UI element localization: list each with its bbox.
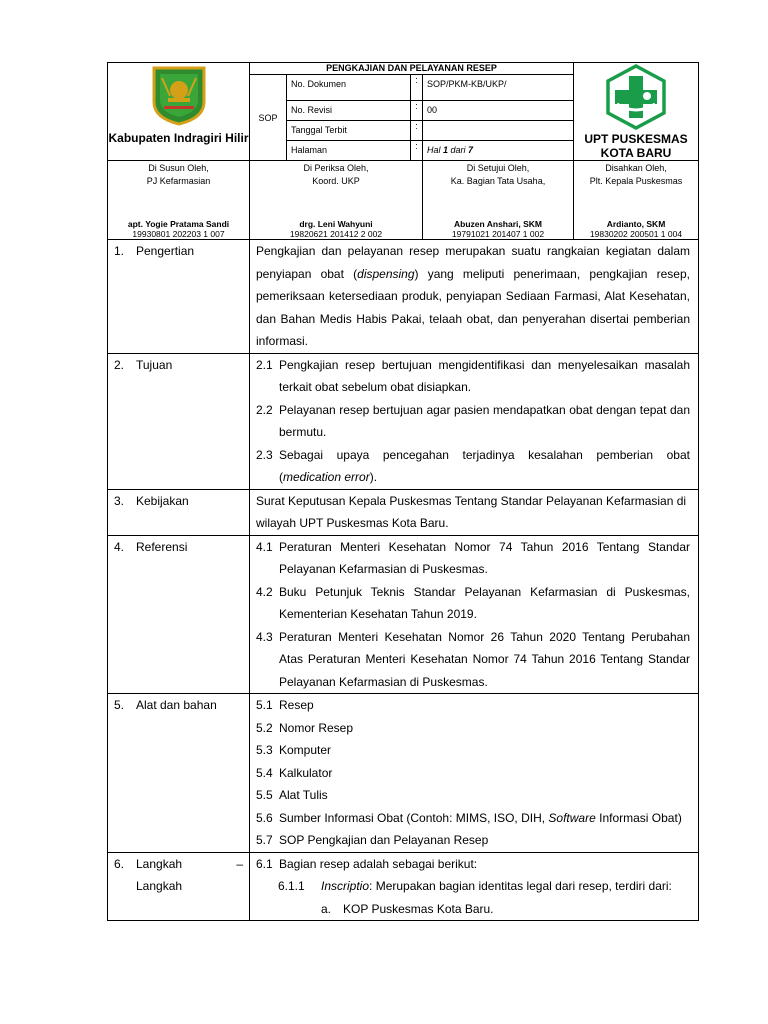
- sop-header-table: [107, 62, 699, 240]
- item-number: 2.1: [256, 357, 273, 372]
- signature-nip: 19930801 202203 1 007: [132, 229, 225, 239]
- list-item: [256, 807, 690, 830]
- signature-name: Abuzen Anshari, SKM: [454, 219, 542, 229]
- section-label: [108, 489, 250, 535]
- section-row: [108, 240, 699, 353]
- section-label: [108, 353, 250, 489]
- meta-key-halaman: Halaman: [287, 141, 411, 161]
- item-text: : Merupakan bagian identitas legal dari resep, terdiri dari:: [369, 879, 672, 893]
- item-text: Peraturan Menteri Kesehatan Nomor 74 Tahun 2016 Tentang Standar Pelayanan Kefarmasian di Puskesmas.: [279, 539, 690, 576]
- list-item: [256, 536, 690, 581]
- puskesmas-cross-logo-icon: [603, 64, 669, 130]
- section-title: Tujuan: [136, 357, 173, 372]
- sub-list-item: [256, 875, 690, 898]
- section-content: [250, 240, 699, 353]
- section-title: Pengertian: [136, 244, 195, 258]
- item-text-italic: Software: [548, 810, 596, 825]
- item-number: 2.3: [256, 447, 273, 462]
- list-item: [256, 626, 690, 694]
- meta-key-no-revisi: No. Revisi: [287, 101, 411, 121]
- section-title: Alat dan bahan: [136, 698, 217, 712]
- item-text: Informasi Obat): [595, 810, 682, 825]
- item-number: 5.5: [256, 788, 273, 802]
- signature-position: Koord. UKP: [312, 176, 360, 186]
- page-total: 7: [468, 145, 474, 155]
- section-number: 2.: [114, 357, 125, 372]
- page-current: 1: [443, 145, 449, 155]
- section-row: [108, 694, 699, 853]
- signature-name: apt. Yogie Pratama Sandi: [127, 219, 230, 229]
- item-text-italic: Inscriptio: [321, 879, 370, 893]
- item-number: 5.6: [256, 810, 273, 825]
- list-item: [256, 444, 690, 489]
- item-text: KOP Puskesmas Kota Baru.: [343, 901, 494, 916]
- item-number: 4.2: [256, 584, 273, 599]
- signature-position: Ka. Bagian Tata Usaha,: [450, 176, 546, 186]
- list-item: [256, 784, 690, 807]
- item-number: 6.1: [256, 856, 273, 871]
- signature-nip: 19820621 201412 2 002: [289, 229, 383, 239]
- meta-colon: :: [411, 121, 423, 141]
- section-title: Referensi: [136, 539, 188, 554]
- item-number: 5.1: [256, 698, 273, 712]
- list-item: [256, 717, 690, 740]
- signature-name: drg. Leni Wahyuni: [299, 219, 373, 229]
- section-title: Langkah: [136, 856, 183, 871]
- kabupaten-emblem-icon: [150, 66, 208, 126]
- item-number: 6.1.1: [278, 879, 305, 893]
- meta-value-no-revisi: 00: [423, 101, 574, 121]
- signature-name: Ardianto, SKM: [606, 219, 666, 229]
- meta-value-no-dokumen: SOP/PKM-KB/UKP/: [423, 75, 574, 101]
- section-row: [108, 489, 699, 535]
- page-prefix: Hal: [427, 145, 444, 155]
- item-text: Sumber Informasi Obat (Contoh: MIMS, ISO, DIH,: [279, 810, 549, 825]
- section-label: [108, 694, 250, 853]
- kabupaten-name: Kabupaten Indragiri Hilir: [108, 131, 249, 145]
- list-item: [256, 853, 690, 876]
- meta-colon: :: [411, 101, 423, 121]
- section-row: [108, 353, 699, 489]
- signature-role: Disahkan Oleh,: [605, 163, 667, 173]
- section-label: [108, 535, 250, 694]
- meta-key-no-dokumen: No. Dokumen: [287, 75, 411, 101]
- text: Pengkajian dan pelayanan resep merupakan suatu rangkaian kegiatan dalam penyiapan obat (: [256, 244, 690, 281]
- section-number: 1.: [114, 244, 125, 258]
- item-text: Kalkulator: [279, 765, 333, 780]
- list-item: [256, 739, 690, 762]
- section-number: 3.: [114, 493, 125, 508]
- item-number: 5.4: [256, 765, 273, 780]
- text-italic: dispensing: [357, 266, 415, 281]
- sub-sub-list-item: [256, 898, 690, 921]
- section-number: 5.: [114, 698, 125, 712]
- list-item: [256, 399, 690, 444]
- list-item: [256, 694, 690, 717]
- puskesmas-name: UPT PUSKESMAS KOTA BARU: [584, 132, 688, 160]
- meta-value-tanggal-terbit: [423, 121, 574, 141]
- item-number: 2.2: [256, 402, 273, 417]
- section-content: [250, 353, 699, 489]
- item-text: Bagian resep adalah sebagai berikut:: [279, 856, 478, 871]
- puskesmas-logo-cell: [574, 63, 699, 161]
- section-content: [250, 852, 699, 921]
- section-content: [250, 535, 699, 694]
- meta-colon: :: [411, 141, 423, 161]
- sop-document: [107, 62, 698, 921]
- list-item: [256, 581, 690, 626]
- section-title: Langkah: [136, 879, 183, 893]
- section-row: [108, 535, 699, 694]
- item-number: 4.1: [256, 539, 273, 554]
- section-number: 4.: [114, 539, 125, 554]
- section-label: [108, 852, 250, 921]
- meta-value-halaman: [423, 141, 574, 161]
- item-text: ).: [369, 470, 378, 484]
- signature-role: Di Susun Oleh,: [148, 163, 209, 173]
- kabupaten-logo-cell: [108, 63, 250, 161]
- section-title: Kebijakan: [136, 493, 189, 508]
- meta-key-tanggal-terbit: Tanggal Terbit: [287, 121, 411, 141]
- item-text: SOP Pengkajian dan Pelayanan Resep: [279, 833, 489, 847]
- item-text: Resep: [279, 698, 314, 712]
- signature-nip: 19830202 200501 1 004: [589, 229, 683, 239]
- item-text: Sebagai upaya pencegahan terjadinya kesalahan pemberian obat (: [279, 447, 690, 484]
- signature-nip: 19791021 201407 1 002: [451, 229, 545, 239]
- signature-block: [108, 161, 250, 240]
- item-number: a.: [321, 901, 332, 916]
- list-item: [256, 762, 690, 785]
- document-title: PENGKAJIAN DAN PELAYANAN RESEP: [250, 63, 574, 75]
- section-content: [250, 694, 699, 853]
- item-text-italic: medication error: [283, 470, 370, 484]
- signature-block: [574, 161, 699, 240]
- item-text: Peraturan Menteri Kesehatan Nomor 26 Tahun 2020 Tentang Perubahan Atas Peraturan Menteri Kesehatan Nomor 74 Tahun 2016 Tentang Standar Pelayanan Kefarmasian di Puskesmas.: [279, 629, 690, 689]
- signature-role: Di Setujui Oleh,: [466, 163, 530, 173]
- signature-position: Plt. Kepala Puskesmas: [589, 176, 683, 186]
- signature-position: PJ Kefarmasian: [146, 176, 211, 186]
- item-number: 5.7: [256, 833, 273, 847]
- signature-block: [423, 161, 574, 240]
- signature-role: Di Periksa Oleh,: [303, 163, 369, 173]
- item-text: Buku Petunjuk Teknis Standar Pelayanan Kefarmasian di Puskesmas, Kementerian Kesehatan Tahun 2019.: [279, 584, 690, 621]
- item-text: Pengkajian resep bertujuan mengidentifikasi dan menyelesaikan masalah terkait obat sebelum obat disiapkan.: [279, 357, 690, 394]
- page-mid: dari: [448, 145, 469, 155]
- item-number: 5.3: [256, 743, 273, 757]
- item-text: Komputer: [279, 743, 332, 757]
- meta-colon: :: [411, 75, 423, 101]
- list-item: [256, 354, 690, 399]
- sop-label: SOP: [250, 75, 287, 161]
- section-label: [108, 240, 250, 353]
- item-number: 5.2: [256, 720, 273, 735]
- sop-body-table: [107, 240, 699, 921]
- item-text: Nomor Resep: [279, 720, 354, 735]
- item-text: Alat Tulis: [279, 788, 328, 802]
- item-text: Pelayanan resep bertujuan agar pasien mendapatkan obat dengan tepat dan bermutu.: [279, 402, 690, 439]
- text: ) yang meliputi penerimaan, pengkajian resep, pemeriksaan ketersediaan produk, penyiapan Sediaan Farmasi, Alat Kesehatan, dan Bahan Medis Habis Pakai, telaah obat, dan penyerahan disertai pemberian informasi.: [256, 266, 690, 348]
- section-title-dash: –: [236, 856, 243, 871]
- section-row: [108, 852, 699, 921]
- section-content: [250, 489, 699, 535]
- signature-block: [250, 161, 423, 240]
- list-item: [256, 829, 690, 852]
- item-text: Surat Keputusan Kepala Puskesmas Tentang Standar Pelayanan Kefarmasian di wilayah UPT Puskesmas Kota Baru.: [256, 493, 687, 530]
- item-number: 4.3: [256, 629, 273, 644]
- section-number: 6.: [114, 856, 125, 871]
